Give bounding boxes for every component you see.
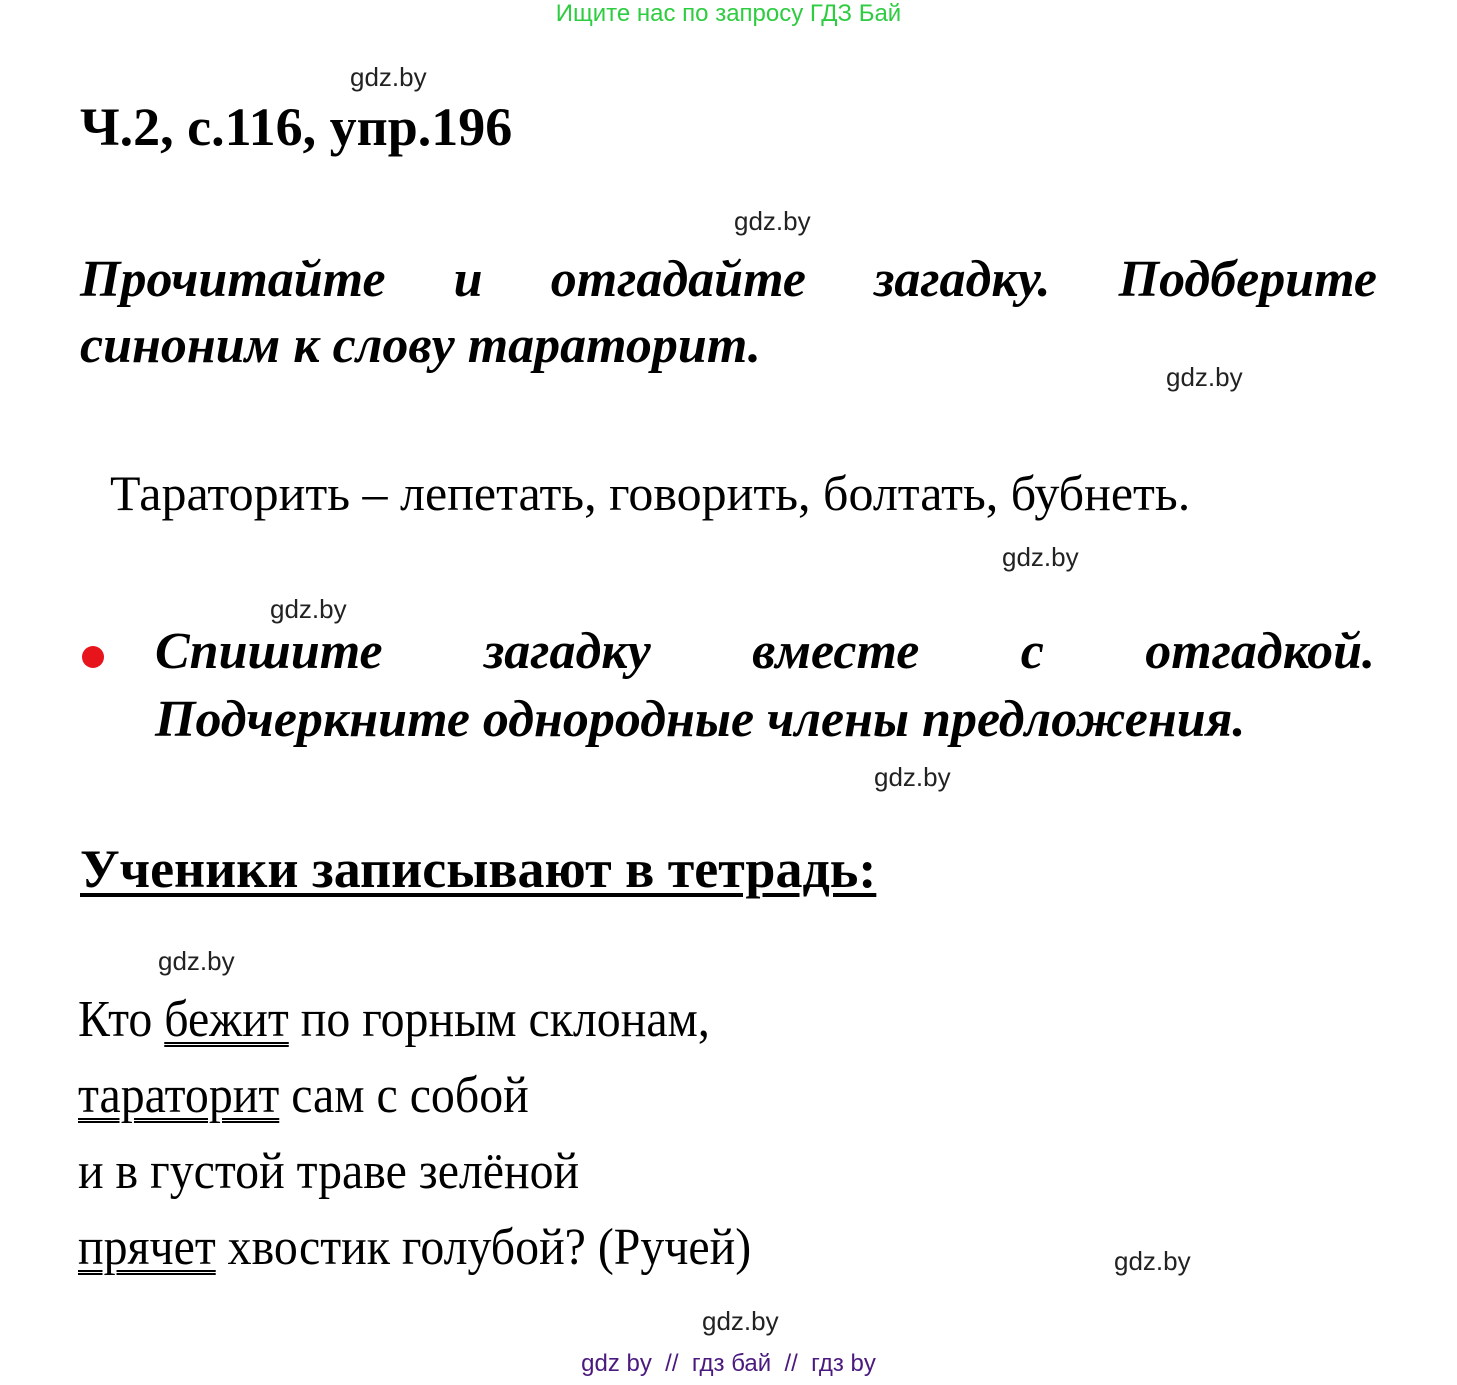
poem-text: сам с собой [279,1067,529,1124]
task-line: Прочитайте и отгадайте загадку. Подберите [80,251,1377,308]
answer-text: Тараторить – лепетать, говорить, болтать, бубнеть. [110,465,1191,521]
poem-text: Кто [78,991,165,1048]
watermark: gdz.by [1114,1246,1191,1276]
watermark: gdz.by [270,594,347,624]
poem-text: по горным склонам, [288,991,710,1048]
watermark: gdz.by [734,206,811,236]
task-line: Подчеркните однородные члены предложения. [155,691,1246,748]
watermark: gdz.by [874,762,951,792]
poem-text: и в густой траве зелёной [78,1143,580,1200]
top-banner[interactable]: Ищите нас по запросу ГДЗ Бай [555,0,902,27]
poem-line [78,1218,751,1277]
poem-line [78,1066,529,1125]
footer-links[interactable]: gdz by // гдз бай // гдз by [581,1350,876,1377]
watermark: gdz.by [702,1306,779,1336]
section-heading: Ученики записывают в тетрадь: [80,839,877,899]
underlined-verb: бежит [164,991,289,1048]
poem-text: хвостик голубой? (Ручей) [215,1219,752,1276]
watermark: gdz.by [1002,542,1079,572]
bullet-icon [82,646,104,668]
task-line: Спишите загадку вместе с отгадкой. [155,623,1375,680]
poem-line [78,1142,579,1201]
poem-line [78,990,710,1049]
underlined-verb: прячет [78,1219,216,1276]
watermark: gdz.by [350,62,427,92]
task-line: синоним к слову тараторит. [80,317,761,374]
page-title: Ч.2, с.116, упр.196 [80,97,513,157]
watermark: gdz.by [1166,362,1243,392]
watermark: gdz.by [158,946,235,976]
underlined-verb: тараторит [78,1067,280,1124]
